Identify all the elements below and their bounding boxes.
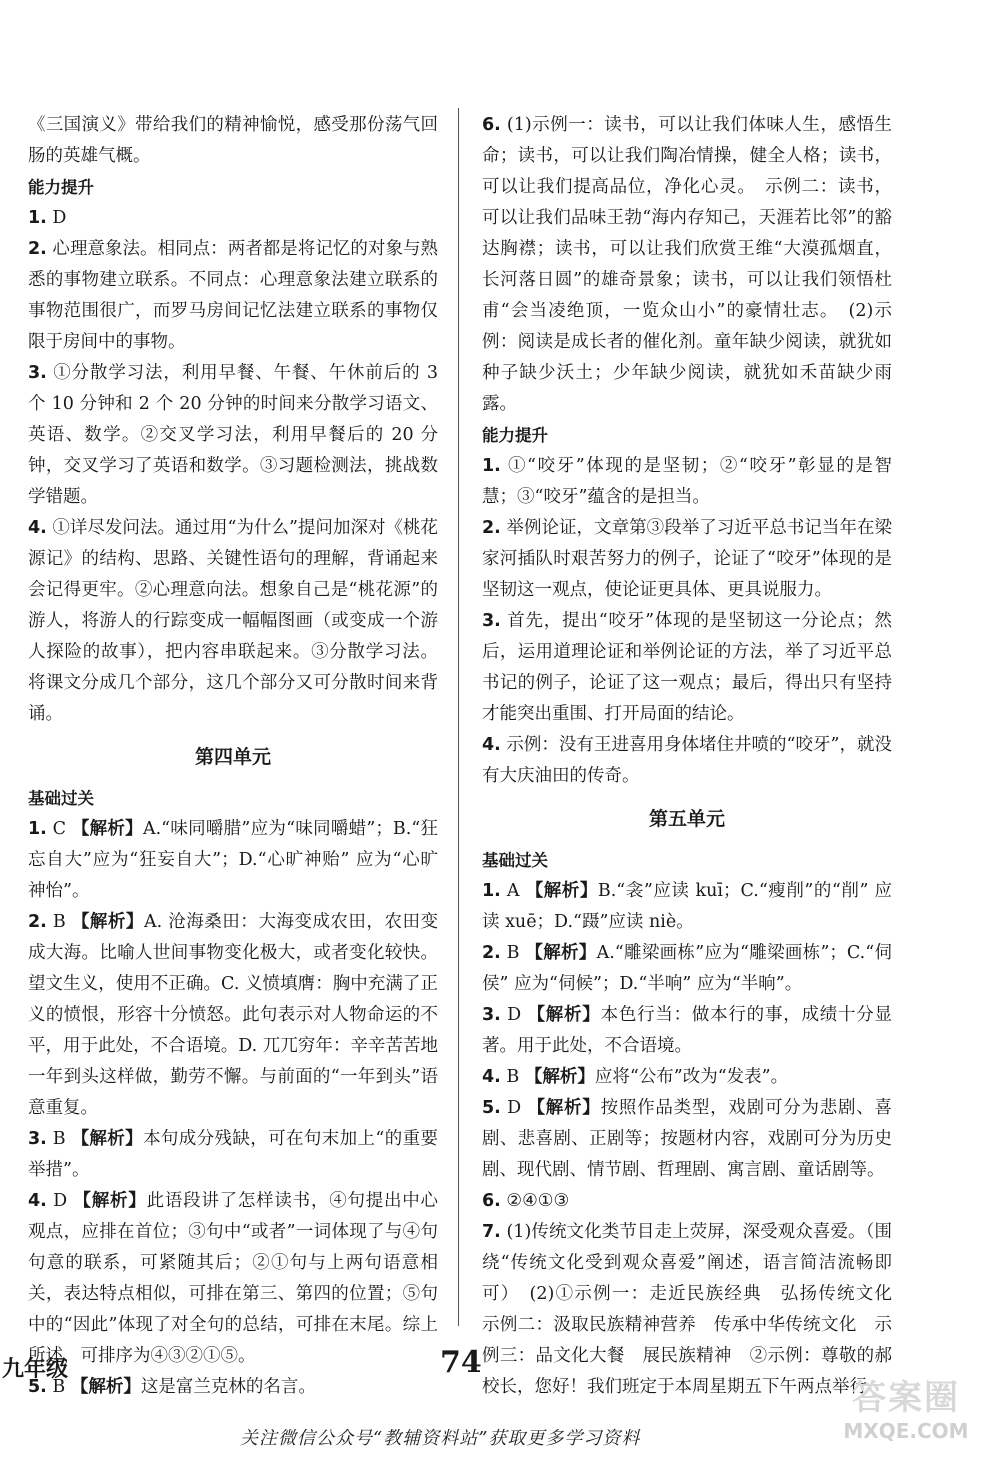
- answer-text: 心理意象法。相同点：两者都是将记忆的对象与熟悉的事物建立联系。不同点：心理意象法建立联系的事物范围很广，而罗马房间记忆法建立联系的事物仅限于房间中的事物。: [28, 239, 438, 352]
- answer-item: [482, 1186, 892, 1217]
- analysis-tag: 【解析】: [71, 1129, 144, 1149]
- footer-note: 关注微信公众号“教辅资料站”获取更多学习资料: [240, 1428, 641, 1449]
- section-heading: 基础过关: [482, 851, 548, 870]
- answer-choice: C: [46, 819, 72, 839]
- answer-item: [482, 876, 892, 938]
- grade-label: 九年级: [2, 1357, 69, 1382]
- item-number: 1.: [28, 819, 47, 839]
- item-number: 4.: [28, 1191, 47, 1211]
- answer-item: [482, 451, 892, 513]
- watermark-url: MXQE.COM: [843, 1419, 969, 1443]
- answer-item: [28, 513, 438, 730]
- answer-text: ①“咬牙”体现的是坚韧；②“咬牙”彰显的是智慧；③“咬牙”蕴含的是担当。: [482, 456, 892, 507]
- item-number: 6.: [482, 1191, 501, 1211]
- answer-text: B.“衾”应读 kuī；C.“瘦削”的“削” 应读 xuē；D.“蹑”应读 niè。: [482, 881, 893, 932]
- analysis-tag: 【解析】: [71, 819, 143, 839]
- unit-title: 第五单元: [648, 808, 725, 830]
- answer-item: [28, 1186, 438, 1372]
- analysis-tag: 【解析】: [524, 1067, 595, 1087]
- analysis-tag: 【解析】: [525, 881, 598, 901]
- answer-item: [482, 938, 892, 1000]
- analysis-tag: 【解析】: [73, 1191, 147, 1211]
- item-number: 3.: [482, 611, 501, 631]
- answer-item: [28, 1124, 438, 1186]
- answer-text: A.“雕梁画栋”应为“雕梁画栋”；C.“伺侯” 应为“伺候”；D.“半响” 应为“半晌”。: [482, 943, 892, 994]
- answer-text: 本句成分残缺，可在句末加上“的重要举措”。: [28, 1129, 438, 1180]
- answer-item: [28, 907, 438, 1124]
- page-number: 74: [440, 1345, 482, 1380]
- item-number: 2.: [28, 912, 47, 932]
- answer-text: ①分散学习法，利用早餐、午餐、午休前后的 3 个 10 分钟和 2 个 20 分钟的时间来分散学习语文、英语、数学。②交叉学习法，利用早餐后的 20 分钟，交叉学习了英语和数学。③习题检测法，挑战数学错题。: [28, 363, 438, 507]
- item-number: 3.: [28, 1129, 47, 1149]
- answer-choice: A: [500, 881, 526, 901]
- answer-item: [482, 513, 892, 606]
- answer-item: [482, 110, 892, 420]
- answer-text: 按照作品类型，戏剧可分为悲剧、喜剧、悲喜剧、正剧等；按题材内容，戏剧可分为历史剧、现代剧、情节剧、哲理剧、寓言剧、童话剧等。: [482, 1098, 893, 1180]
- answer-text: 首先，提出“咬牙”体现的是坚韧这一分论点；然后，运用道理论证和举例论证的方法，举了习近平总书记的例子，论证了这一观点；最后，得出只有坚持才能突出重围、打开局面的结论。: [482, 611, 892, 724]
- answer-text: 应将“公布”改为“发表”。: [594, 1067, 789, 1087]
- item-number: 7.: [482, 1222, 501, 1242]
- answer-item: [28, 358, 438, 513]
- answer-choice: D: [500, 1005, 528, 1025]
- unit-title: 第四单元: [194, 746, 271, 768]
- section-heading: 能力提升: [482, 426, 548, 445]
- answer-text: ①详尽发问法。通过用“为什么”提问加深对《桃花源记》的结构、思路、关键性语句的理解，背诵起来会记得更牢。②心理意向法。想象自己是“桃花源”的游人，将游人的行踪变成一幅幅图画（或变成一个游人探险的故事），把内容串联起来。③分散学习法。将课文分成几个部分，这几个部分又可分散时间来背诵。: [28, 518, 438, 724]
- item-number: 6.: [482, 115, 501, 135]
- analysis-tag: 【解析】: [527, 1098, 601, 1118]
- answer-text: 示例：没有王进喜用身体堵住井喷的“咬牙”，就没有大庆油田的传奇。: [482, 735, 892, 786]
- paragraph: 《三国演义》带给我们的精神愉悦，感受那份荡气回肠的英雄气概。: [28, 115, 438, 166]
- answer-text: A. 沧海桑田：大海变成农田，农田变成大海。比喻人世间事物变化极大，或者变化较快。望文生义，使用不正确。C. 义愤填膺：胸中充满了正义的愤恨，形容十分愤怒。此句表示对人物命运的不平，用于此处，不合语境。D. 兀兀穷年：辛辛苦苦地一年到头这样做，勤劳不懈。与前面的“一年到头”语意重复。: [28, 912, 438, 1118]
- answer-text: (1)传统文化类节目走上荧屏，深受观众喜爱。（围绕“传统文化受到观众喜爱”阐述，语言简洁流畅即可） (2)①示例一：走近民族经典 弘扬传统文化 示例二：汲取民族精神营养 传承中华传统文化 示例三：品文化大餐 展民族精神 ②示例：尊敬的郝校长，您好！我们班定于本周星期五下午两点举行: [482, 1222, 910, 1397]
- answer-choice: B: [46, 1129, 72, 1149]
- answer-item: [482, 1062, 892, 1093]
- answer-item: [28, 234, 438, 358]
- item-number: 3.: [28, 363, 47, 383]
- answer-choice: B: [500, 943, 526, 963]
- answer-item: [482, 730, 892, 792]
- section-heading: 基础过关: [28, 789, 94, 808]
- answer-item: [482, 1000, 892, 1062]
- item-number: 1.: [28, 208, 47, 228]
- answer-text: A.“味同嚼腊”应为“味同嚼蜡”；B.“狂忘自大”应为“狂妄自大”；D.“心旷神贻” 应为“心旷神怡”。: [28, 819, 439, 901]
- analysis-tag: 【解析】: [70, 1377, 141, 1397]
- item-number: 1.: [482, 456, 501, 476]
- analysis-tag: 【解析】: [527, 1005, 601, 1025]
- answer-text: D: [46, 208, 67, 228]
- answer-text: (1)示例一：读书，可以让我们体味人生，感悟生命；读书，可以让我们陶冶情操，健全人格；读书，可以让我们提高品位，净化心灵。 示例二：读书，可以让我们品味王勃“海内存知己，天涯若比邻”的豁达胸襟；读书，可以让我们欣赏王维“大漠孤烟直，长河落日圆”的雄奇景象；读书，可以让我们领悟杜甫“会当凌绝顶，一览众山小”的豪情壮志。 (2)示例：阅读是成长者的催化剂。童年缺少阅读，就犹如种子缺少沃土；少年缺少阅读，就犹如禾苗缺少雨露。: [482, 115, 892, 414]
- item-number: 2.: [482, 518, 501, 538]
- watermark-title: 答案圈: [852, 1378, 960, 1418]
- item-number: 4.: [482, 1067, 501, 1087]
- analysis-tag: 【解析】: [71, 912, 144, 932]
- answer-choice: B: [46, 912, 72, 932]
- answer-text: 举例论证，文章第③段举了习近平总书记当年在梁家河插队时艰苦努力的例子，论证了“咬牙”体现的是坚韧这一观点，使论证更具体、更具说服力。: [482, 518, 892, 600]
- watermark-logo: [826, 1378, 986, 1452]
- item-number: 3.: [482, 1005, 501, 1025]
- answer-item: [482, 606, 892, 730]
- right-column: [482, 110, 910, 1403]
- answer-item: [28, 1372, 438, 1403]
- answer-item: [28, 203, 438, 234]
- answer-text: ②④①③: [500, 1191, 570, 1211]
- item-number: 1.: [482, 881, 501, 901]
- answer-text: 此语段讲了怎样读书，④句提出中心观点，应排在首位；③句中“或者”一词体现了与④句句意的联系，可紧随其后；②①句与上两句语意相关，表达特点相似，可排在第三、第四的位置；⑤句中的“因此”体现了对全句的总结，可排在末尾。综上所述，可排序为④③②①⑤。: [28, 1191, 439, 1366]
- answer-choice: D: [46, 1191, 74, 1211]
- answer-choice: D: [500, 1098, 528, 1118]
- item-number: 2.: [28, 239, 47, 259]
- answer-choice: B: [46, 1377, 71, 1397]
- answer-item: [482, 1093, 892, 1186]
- answer-text: 本色行当：做本行的事，成绩十分显著。用于此处，不合语境。: [482, 1005, 893, 1056]
- column-divider: [458, 108, 459, 1326]
- section-heading: 能力提升: [28, 178, 94, 197]
- analysis-tag: 【解析】: [525, 943, 597, 963]
- answer-item: [482, 1217, 910, 1403]
- item-number: 5.: [28, 1377, 47, 1397]
- item-number: 4.: [482, 735, 501, 755]
- answer-choice: B: [500, 1067, 525, 1087]
- item-number: 4.: [28, 518, 47, 538]
- left-column: [28, 110, 438, 1403]
- answer-item: [28, 814, 438, 907]
- item-number: 5.: [482, 1098, 501, 1118]
- answer-text: 这是富兰克林的名言。: [140, 1377, 316, 1397]
- item-number: 2.: [482, 943, 501, 963]
